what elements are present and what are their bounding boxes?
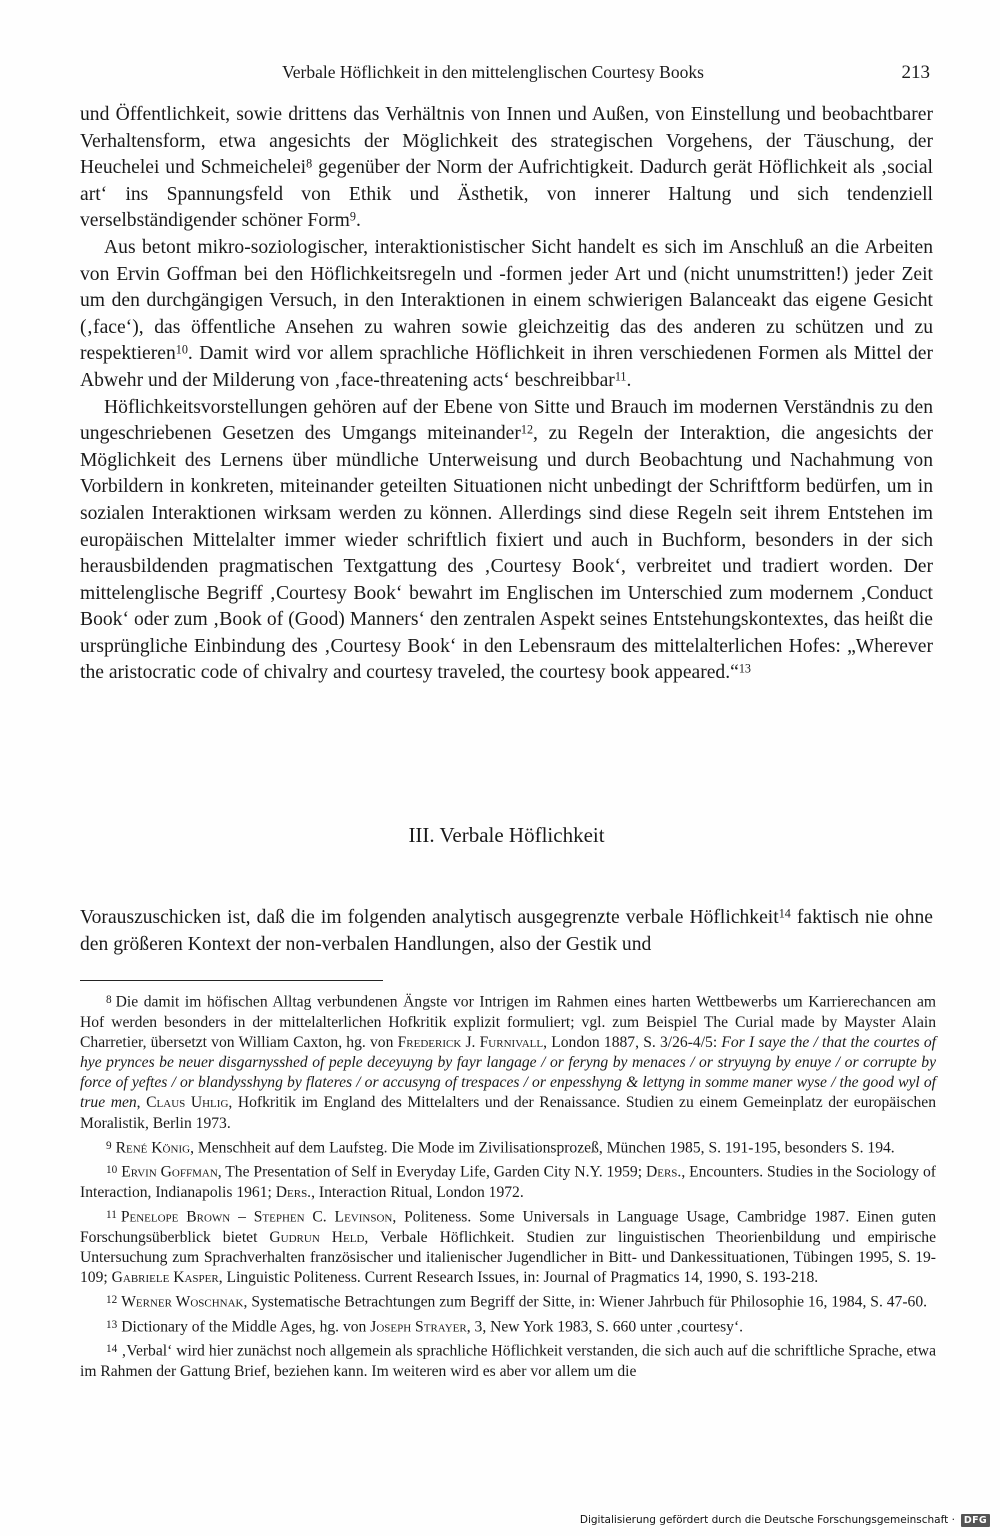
footnote xyxy=(80,990,936,1134)
text-run: Vorauszuschicken ist, daß die im folgenden analytisch ausgegrenzte verbale Höflichkeit xyxy=(80,907,779,928)
footnote xyxy=(80,1315,936,1338)
running-head xyxy=(80,62,930,88)
text-run: , London 1887, S. 3/26-4/5: xyxy=(543,1033,722,1051)
footer-text: Digitalisierung gefördert durch die Deutsche Forschungsgemeinschaft · xyxy=(579,1514,955,1526)
digitization-footer xyxy=(580,1510,990,1530)
footnote-marker: 13 xyxy=(738,662,751,677)
footnote-marker: 9 xyxy=(349,209,356,224)
text-run: Aus betont mikro-soziologischer, interaktionistischer Sicht handelt es sich im Anschluß an die Arbeiten von Ervin Goffman bei den Höflichkeitsregeln und -formen jeder Art und (nicht unumstritten!) jeder Zeit um den durchgängigen Versuch, in den Interaktionen in einem schwierigen Balanceakt das eigene Gesicht (‚face‘), das öffentliche Ansehen zu wahren sowie gleichzeitig das des anderen zu schützen und zu respektieren xyxy=(80,236,933,365)
text-run: , 3, New York 1983, S. 660 unter ‚courtesy‘. xyxy=(466,1318,744,1336)
text-run: , Hofkritik im England des Mittelalters und der Renaissance. Studien zu einem Gemeinplatz der europäischen Moralistik, Berlin 1973. xyxy=(80,1094,937,1132)
footnote-number: 10 xyxy=(106,1164,118,1177)
footnote-number: 9 xyxy=(106,1139,112,1152)
author-name: Claus Uhlig xyxy=(146,1094,229,1112)
text-run: , Verbale Höflichkeit. Studien zur linguistischen Theorienbildung und empirische Untersuchung zum Sprachverhalten französischer und italienischer Jugendlicher in Bitt- und Dankessituationen, Tübingen 1995, S. 19-109; xyxy=(80,1228,936,1287)
text-run: , Interaction Ritual, London 1972. xyxy=(311,1183,524,1201)
dfg-logo-icon: DFG xyxy=(961,1514,990,1527)
footnote xyxy=(80,1205,936,1288)
footnote-marker: 10 xyxy=(175,342,188,357)
paragraph xyxy=(80,102,933,235)
paragraph xyxy=(80,235,933,395)
author-name: Ders. xyxy=(645,1163,682,1181)
footnote-number: 13 xyxy=(106,1318,118,1331)
footnote-number: 14 xyxy=(106,1343,118,1356)
author-name: Ders. xyxy=(275,1183,312,1201)
text-run: , Linguistic Politeness. Current Research Issues, in: Journal of Pragmatics 14, 1990, S. 193-218. xyxy=(218,1269,819,1287)
text-run: Dictionary of the Middle Ages, hg. von xyxy=(121,1318,371,1336)
page-number: 213 xyxy=(901,62,930,83)
footnotes xyxy=(80,990,936,1384)
footnote-marker: 14 xyxy=(778,906,791,921)
text-run: Die damit im höfischen Alltag verbundenen Ängste vor Intrigen im Rahmen eines harten Wettbewerbs um Karrierechancen am Hof werden besonders in der mittelalterlichen Hofkritik explizit formuliert; vgl. zum Beispiel The Curial made by Mayster Alain Charretier, übersetzt von William Caxton, hg. von xyxy=(80,993,936,1051)
footnote xyxy=(80,1136,936,1159)
text-run: , Systematische Betrachtungen zum Begriff der Sitte, in: Wiener Jahrbuch für Philosophie 16, 1984, S. 47-60. xyxy=(243,1293,928,1311)
section-heading: III. Verbale Höflichkeit xyxy=(408,823,605,847)
author-name: Gabriele Kasper xyxy=(111,1269,219,1287)
author-name: Werner Woschnak xyxy=(121,1293,244,1311)
text-run: . Damit wird vor allem sprachliche Höflichkeit in ihren verschiedenen Formen als Mittel der Abwehr und der Milderung von ‚face-threatening acts‘ beschreibbar xyxy=(80,343,933,391)
text-run: , Politeness. Some Universals in Language Usage, Cambridge 1987. Einen guten Forschungsüberblick bietet xyxy=(80,1208,936,1246)
footnote-number: 12 xyxy=(106,1294,118,1307)
text-run: . xyxy=(626,369,632,391)
text-run: und Öffentlichkeit, sowie drittens das Verhältnis von Innen und Außen, von Einstellung und beobachtbarer Verhaltensform, etwa angesichts der Möglichkeit des strategischen Vorgehens, der Täuschung, der Heuchelei und Schmeichelei xyxy=(80,104,933,179)
text-run: . xyxy=(355,210,361,232)
text-run: ‚Verbal‘ wird hier zunächst noch allgemein als sprachliche Höflichkeit verstanden, die sich auch auf die schriftliche Sprache, etwa im Rahmen der Gattung Brief, beziehen kann. Im weiteren wird es aber vor allem um die xyxy=(80,1342,936,1380)
running-head-title: Verbale Höflichkeit in den mittelenglischen Courtesy Books xyxy=(282,62,704,82)
footnote-divider xyxy=(80,980,383,981)
text-run: , xyxy=(136,1094,147,1112)
text-run: , zu Regeln der Interaktion, die angesichts der Möglichkeit des Lernens über mündliche Unterweisung und durch Beobachtung und Nachahmung von Vorbildern in konkreten, miteinander geteilten Situationen nicht unbedingt der Schriftform bedürfen, um in sozialen Interaktionen wirksam werden zu können. Allerdings sind diese Regeln seit ihrem Entstehen im europäischen Mittelalter immer wieder schriftlich fixiert und auch in Buchform, besonders in der sich herausbildenden pragmatischen Textgattung des ‚Courtesy Book‘, verbreitet und tradiert worden. Der mittelenglische Begriff ‚Courtesy Book‘ bewahrt im Englischen im Unterschied zum modernem ‚Conduct Book‘ oder zum ‚Book of (Good) Manners‘ den zentralen Aspekt seines Entstehungskontextes, das heißt die ursprüngliche Einbindung des ‚Courtesy Book‘ in den Lebensraum des mittelalterlichen Hofes: „Wherever the aristocratic code of chivalry and courtesy traveled, the courtesy book appeared.“ xyxy=(80,423,933,684)
text-run: , Encounters. Studies in the Sociology of Interaction, Indianapolis 1961; xyxy=(80,1163,936,1201)
footnote-marker: 11 xyxy=(614,369,627,384)
paragraph xyxy=(80,395,933,688)
author-name: Gudrun Held xyxy=(269,1228,365,1246)
author-name: Ervin Goffman xyxy=(121,1163,218,1181)
footnote-number: 8 xyxy=(106,994,112,1006)
text-run: faktisch nie ohne den größeren Kontext der non-verbalen Handlungen, also der Gestik und xyxy=(80,907,934,955)
footnote-marker: 12 xyxy=(520,422,534,437)
author-name: René König xyxy=(115,1139,191,1157)
text-run: , Menschheit auf dem Laufsteg. Die Mode im Zivilisationsprozeß, München 1985, S. 191-195, besonders S. 194. xyxy=(190,1139,895,1157)
author-name: Penelope Brown – Stephen C. Levinson xyxy=(120,1208,393,1226)
author-name: Frederick J. Furnivall xyxy=(397,1033,544,1051)
footnote xyxy=(80,1339,936,1382)
author-name: Joseph Strayer xyxy=(370,1318,467,1336)
section-paragraph xyxy=(80,905,933,958)
text-run: Höflichkeitsvorstellungen gehören auf der Ebene von Sitte und Brauch im modernen Verständnis zu den ungeschriebenen Gesetzen des Umgangs miteinander xyxy=(80,396,933,445)
footnote-number: 11 xyxy=(106,1209,117,1222)
footnote xyxy=(80,1160,936,1203)
footnote-marker: 8 xyxy=(306,156,313,171)
main-text xyxy=(80,102,933,687)
text-run: gegenüber der Norm der Aufrichtigkeit. Dadurch gerät Höflichkeit als ‚social art‘ ins Spannungsfeld von Ethik und Ästhetik, von innerer Haltung und sich tendenziell verselbständigender schöner Form xyxy=(80,157,934,232)
text-run: , The Presentation of Self in Everyday Life, Garden City N.Y. 1959; xyxy=(217,1163,646,1181)
footnote xyxy=(80,1290,936,1313)
quoted-text: For I saye the / that the courtes of hye prynces be neuer disgarnysshed of peple deceyuyng by fayr langage / or feryng by menaces / or stryuyng by enuye / or corrupte by force of yeftes / or blandysshyng by flateres / or accusyng of trespaces / or enpesshyng & lettyng in somme maner wyse / the good wyl of true men xyxy=(80,1033,936,1112)
